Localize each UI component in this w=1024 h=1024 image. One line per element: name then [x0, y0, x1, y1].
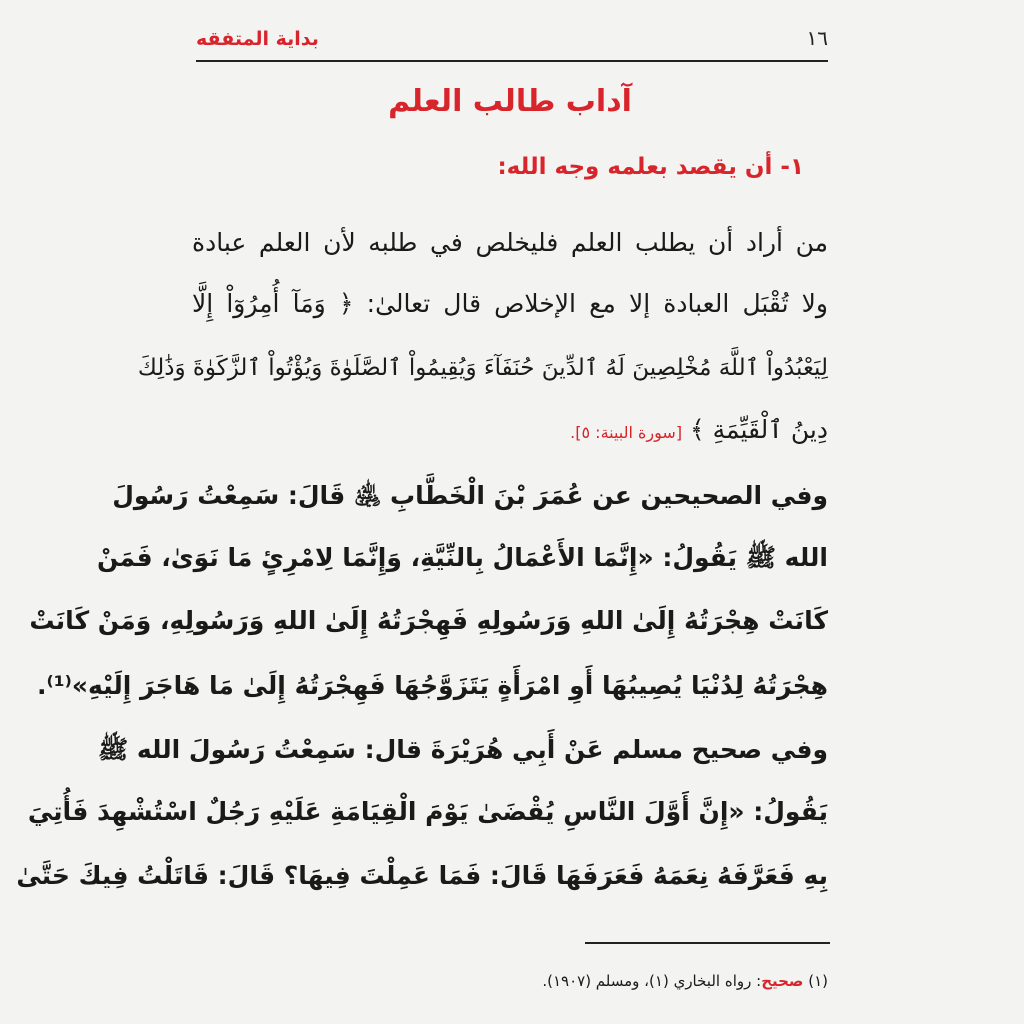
quran-line-end: [192, 410, 828, 453]
text-line: وفي صحيح مسلم عَنْ أَبِي هُرَيْرَةَ قال: سَمِعْتُ رَسُولَ الله ﷺ: [97, 735, 828, 764]
footnote-marker: (١): [808, 972, 828, 990]
header-divider: [196, 60, 828, 62]
footnote-text: : رواه البخاري (١)، ومسلم (١٩٠٧).: [542, 972, 762, 990]
text-line: ولا تُقْبَل العبادة إلا مع الإخلاص قال تعالىٰ: ﴿ وَمَآ أُمِرُوٓاْ إِلَّا: [192, 289, 828, 318]
running-header-title: بداية المتفقه: [196, 28, 319, 50]
page-number: ١٦: [806, 26, 828, 50]
quran-reference: [سورة البينة: ٥].: [570, 423, 683, 442]
quran-line: لِيَعْبُدُواْ ٱللَّهَ مُخْلِصِينَ لَهُ ٱلدِّينَ حُنَفَآءَ وَيُقِيمُواْ ٱلصَّلَوٰةَ وَيُؤْتُواْ ٱلزَّكَوٰةَ وَذَٰلِكَ: [137, 355, 828, 381]
footnote-divider: [585, 942, 830, 944]
hadith-line: الله ﷺ يَقُولُ: «إِنَّمَا الأَعْمَالُ بِالنِّيَّةِ، وَإِنَّمَا لِامْرِئٍ مَا نَوَىٰ، فَمَنْ: [96, 543, 828, 572]
footnote: [542, 972, 828, 990]
text-line: وفي الصحيحين عن عُمَرَ بْنَ الْخَطَّابِ ﵁ قَالَ: سَمِعْتُ رَسُولَ: [112, 481, 828, 510]
text-line: من أراد أن يطلب العلم فليخلص في طلبه لأن العلم عبادة: [192, 228, 828, 257]
hadith-line: يَقُولُ: «إِنَّ أَوَّلَ النَّاسِ يُقْضَىٰ يَوْمَ الْقِيَامَةِ عَلَيْهِ رَجُلٌ اسْتُشْهِدَ فَأُتِيَ: [27, 797, 828, 826]
hadith-line: هِجْرَتُهُ لِدُنْيَا يُصِيبُهَا أَوِ امْرَأَةٍ يَتَزَوَّجُهَا فَهِجْرَتُهُ إِلَىٰ مَا هَاجَرَ إِلَيْهِ»⁽¹⁾.: [37, 671, 828, 700]
quran-verse-end: دِينُ ٱلْقَيِّمَةِ ﴾: [690, 415, 828, 444]
hadith-line: كَانَتْ هِجْرَتُهُ إِلَىٰ اللهِ وَرَسُولِهِ فَهِجْرَتُهُ إِلَىٰ اللهِ وَرَسُولِهِ، وَمَنْ كَانَتْ: [29, 606, 828, 635]
chapter-title: آداب طالب العلم: [388, 84, 632, 119]
footnote-grade: صحيح: [761, 972, 804, 990]
hadith-line: بِهِ فَعَرَّفَهُ نِعَمَهُ فَعَرَفَهَا قَالَ: فَمَا عَمِلْتَ فِيهَا؟ قَالَ: قَاتَلْتُ فِيكَ حَتَّىٰ: [16, 861, 828, 890]
section-heading: ١- أن يقصد بعلمه وجه الله:: [497, 154, 804, 180]
